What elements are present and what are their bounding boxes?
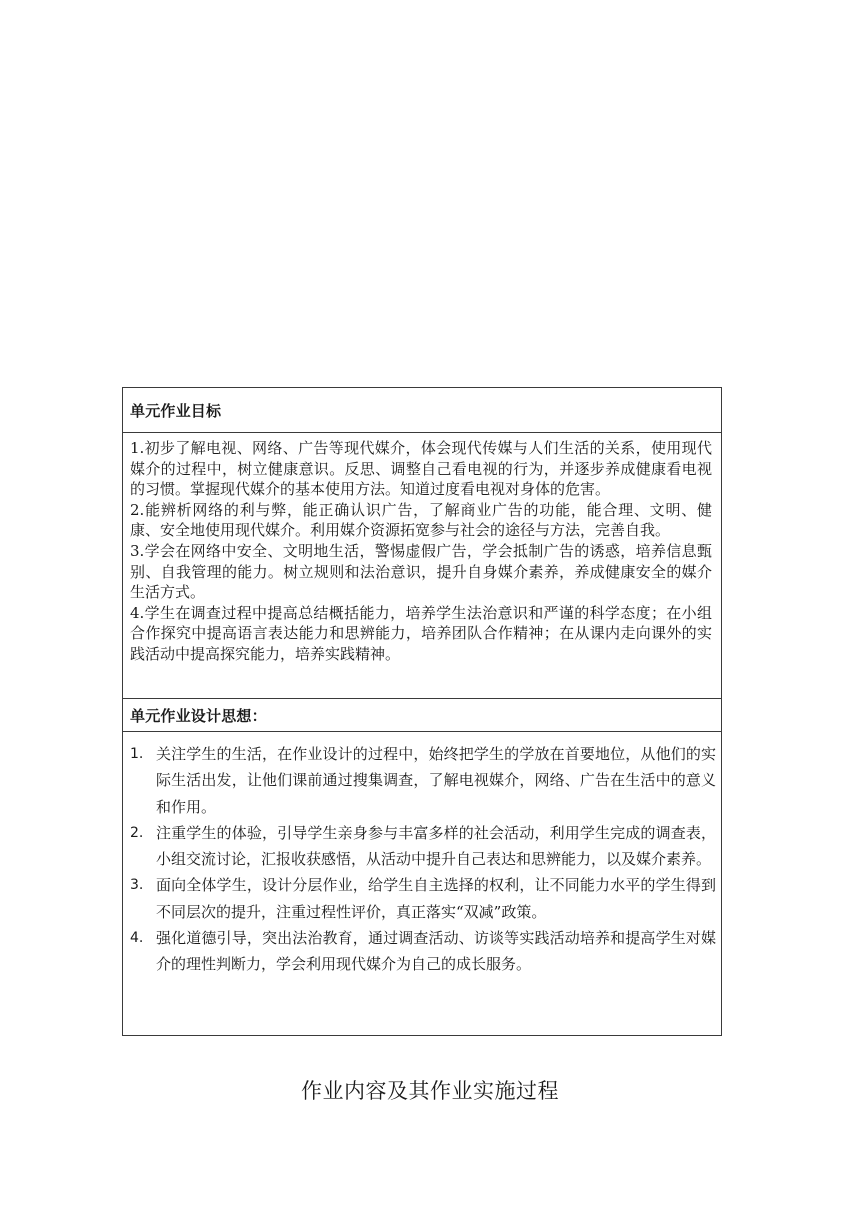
list-item xyxy=(130,820,716,873)
goal-item-3: 3.学会在网络中安全、文明地生活，警惕虚假广告，学会抵制广告的诱惑，培养信息甄别、自我管理的能力。树立规则和法治意识，提升自身媒介素养，养成健康安全的媒介生活方式。 xyxy=(130,541,712,602)
list-item-number: 4. xyxy=(130,930,144,947)
list-item-text: 注重学生的体验，引导学生亲身参与丰富多样的社会活动，利用学生完成的调查表，小组交流讨论，汇报收获感悟，从活动中提升自己表达和思辨能力，以及媒介素养。 xyxy=(156,823,716,869)
goals-heading-row xyxy=(123,388,721,433)
list-item xyxy=(130,741,716,820)
list-item xyxy=(130,925,716,978)
goals-heading: 单元作业目标 xyxy=(130,402,222,420)
section-title: 作业内容及其作业实施过程 xyxy=(301,1079,559,1103)
ideas-heading: 单元作业设计思想： xyxy=(130,707,267,725)
unit-homework-table xyxy=(122,387,722,1036)
goal-item-1: 1.初步了解电视、网络、广告等现代媒介，体会现代传媒与人们生活的关系，使用现代媒介的过程中，树立健康意识。反思、调整自己看电视的行为，并逐步养成健康看电视的习惯。掌握现代媒介的基本使用方法。知道过度看电视对身体的危害。 xyxy=(130,439,712,499)
list-item-text: 关注学生的生活，在作业设计的过程中，始终把学生的学放在首要地位，从他们的实际生活出发，让他们课前通过搜集调查，了解电视媒介，网络、广告在生活中的意义和作用。 xyxy=(156,745,716,816)
goal-item-4: 4.学生在调查过程中提高总结概括能力，培养学生法治意识和严谨的科学态度；在小组合作探究中提高语言表达能力和思辨能力，培养团队合作精神；在从课内走向课外的实践活动中提高探究能力，培养实践精神。 xyxy=(130,603,712,663)
list-item-text: 面向全体学生，设计分层作业，给学生自主选择的权利，让不同能力水平的学生得到不同层次的提升，注重过程性评价，真正落实“双减”政策。 xyxy=(156,876,716,921)
goals-text xyxy=(130,438,712,665)
list-item-number: 2. xyxy=(130,824,144,841)
ideas-heading-row xyxy=(123,699,721,732)
ideas-row xyxy=(123,732,721,1035)
ideas-list xyxy=(130,741,716,978)
list-item-number: 1. xyxy=(130,746,144,762)
goals-row xyxy=(123,433,721,699)
list-item-text: 强化道德引导，突出法治教育，通过调查活动、访谈等实践活动培养和提高学生对媒介的理性判断力，学会利用现代媒介为自己的成长服务。 xyxy=(156,929,716,974)
list-item-number: 3. xyxy=(130,877,144,894)
list-item xyxy=(130,872,716,925)
goal-item-2: 2.能辨析网络的利与弊，能正确认识广告，了解商业广告的功能，能合理、文明、健康、安全地使用现代媒介。利用媒介资源拓宽参与社会的途径与方法，完善自我。 xyxy=(130,500,712,540)
